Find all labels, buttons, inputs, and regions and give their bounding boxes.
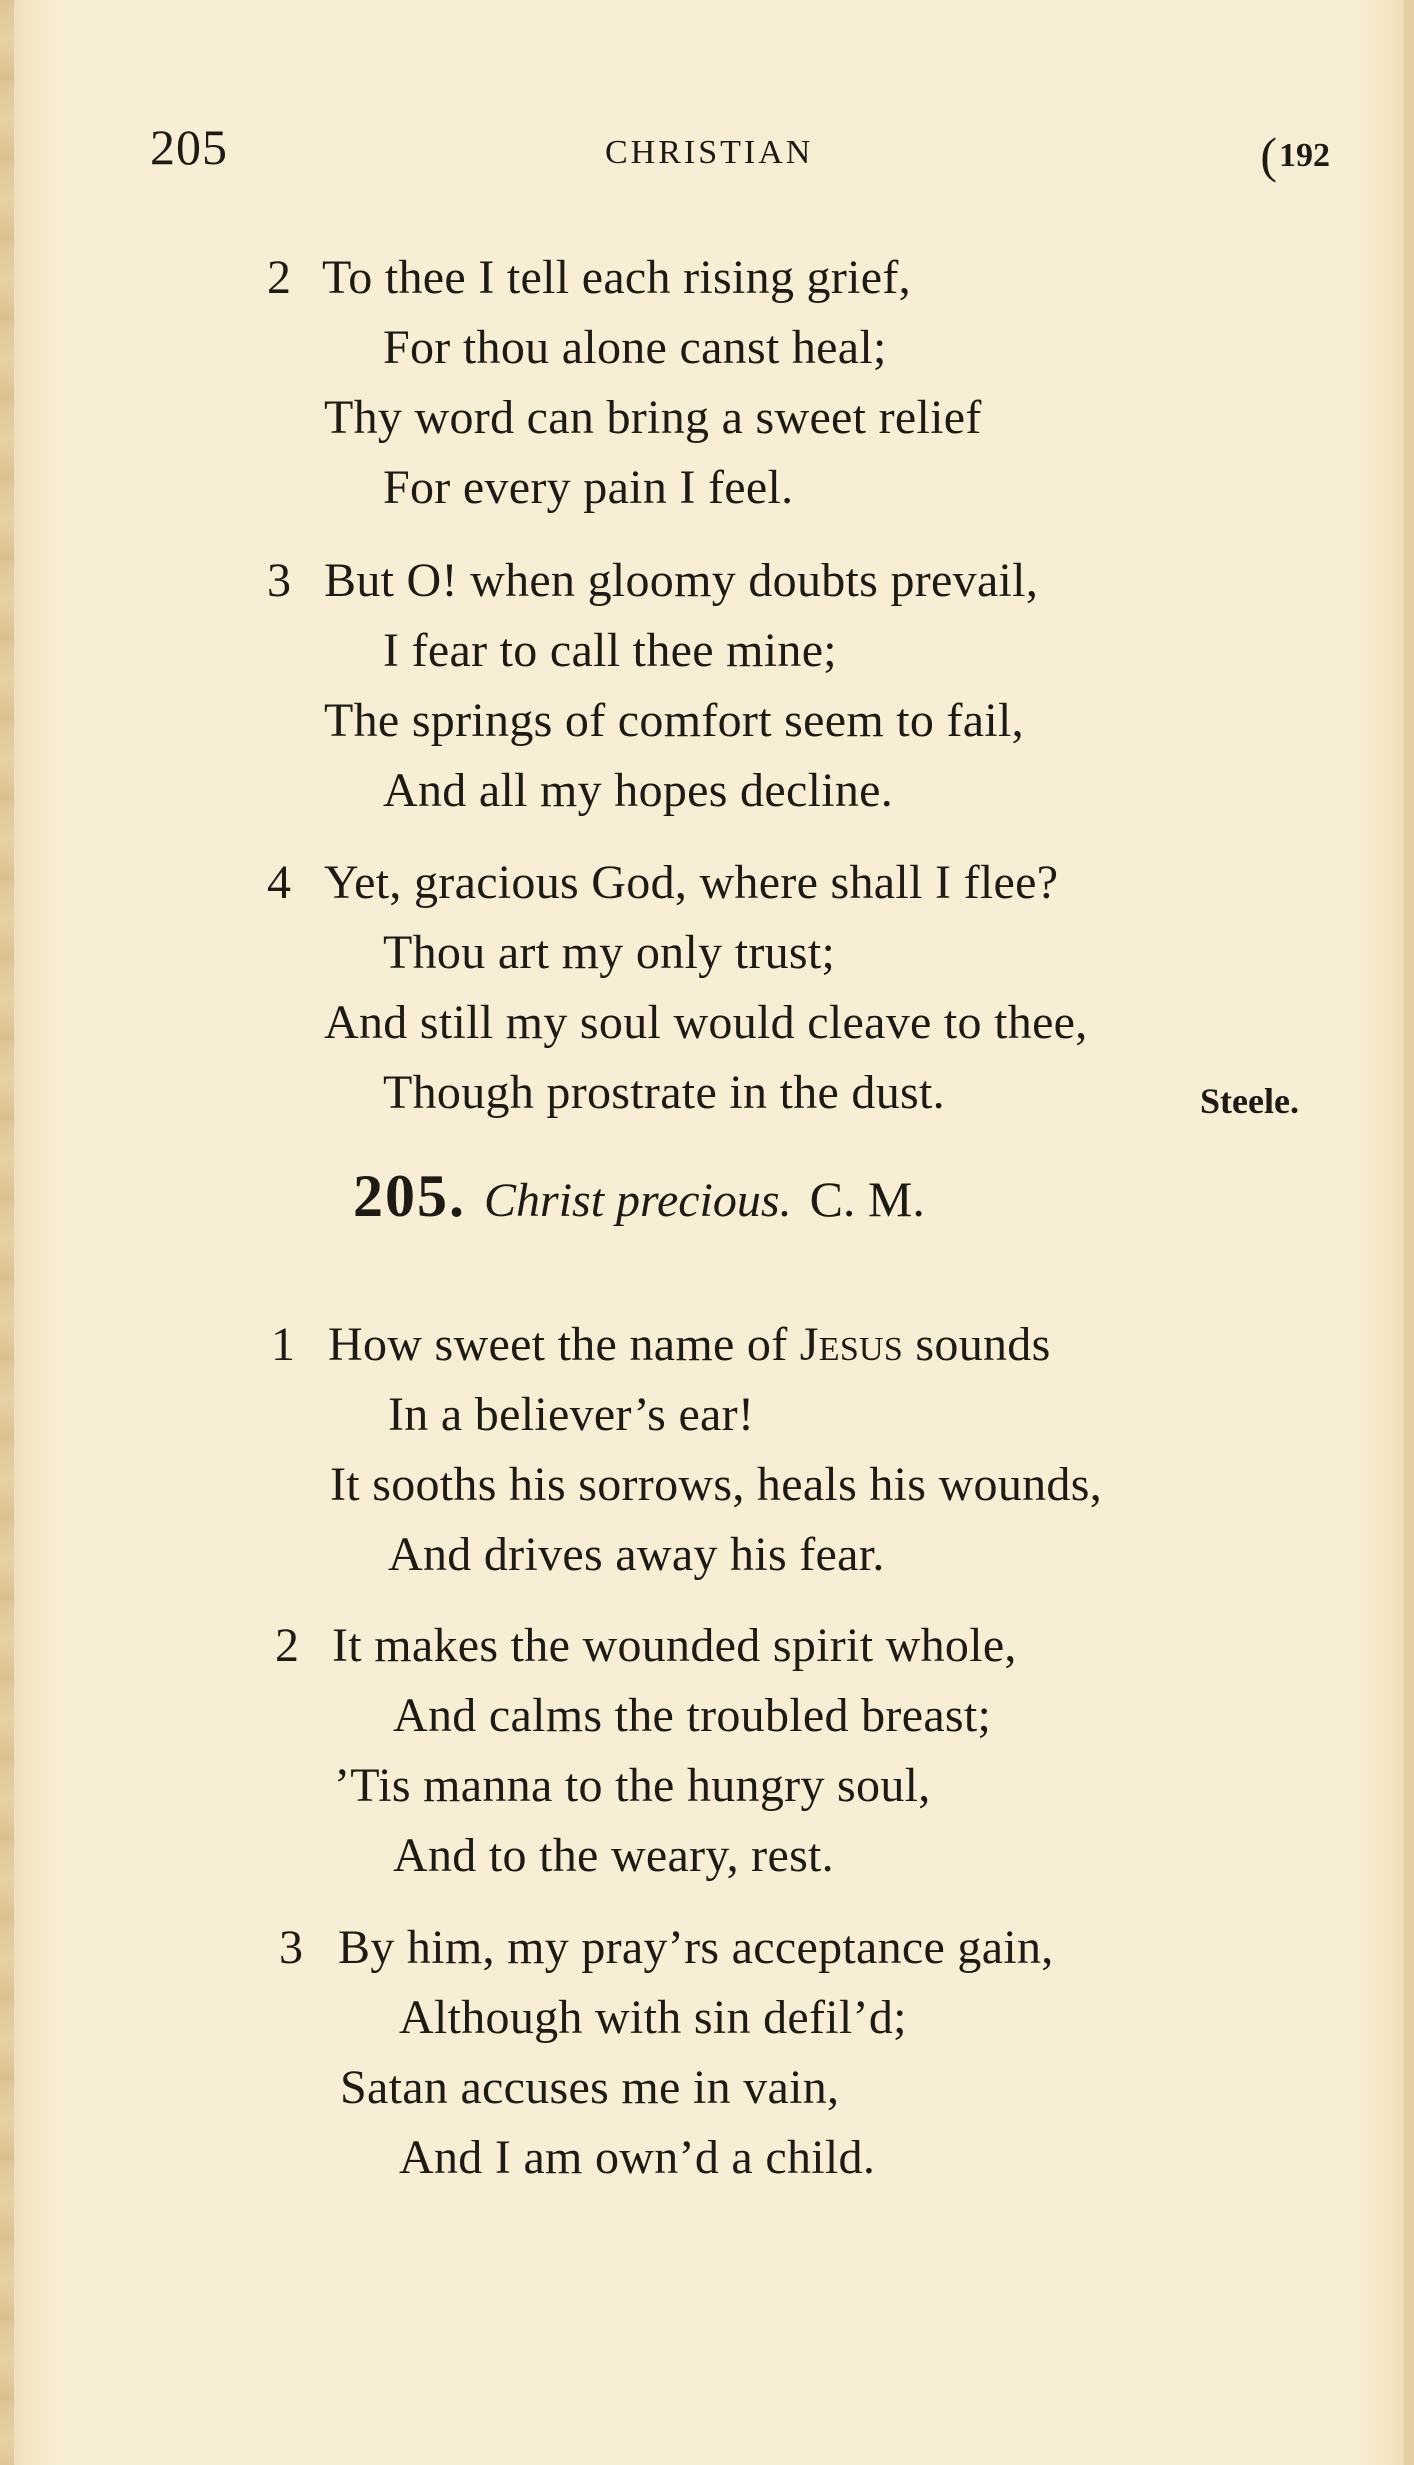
verse-line: [328, 1317, 1051, 1372]
verse-line: For thou alone canst heal;: [383, 321, 887, 374]
verse-line: Although with sin defil’d;: [399, 1991, 907, 2044]
verse-line-part: How sweet the name of: [328, 1318, 800, 1371]
verse-line-part: sounds: [903, 1318, 1051, 1371]
verse-line: Thou art my only trust;: [383, 926, 836, 979]
header-page-number-group: [1260, 126, 1330, 184]
verse-line: Satan accuses me in vain,: [340, 2061, 840, 2114]
stanza-number: 3: [279, 1921, 303, 1974]
verse-line: In a believer’s ear!: [388, 1388, 755, 1441]
running-header: [150, 118, 1330, 198]
stanza-number: 3: [267, 554, 291, 607]
hymn-title: Christ precious.: [484, 1174, 792, 1227]
verse-line: ’Tis manna to the hungry soul,: [334, 1759, 931, 1812]
verse-line: It sooths his sorrows, heals his wounds,: [330, 1458, 1103, 1511]
verse-line: To thee I tell each rising grief,: [322, 251, 911, 304]
verse-line: And I am own’d a child.: [399, 2131, 876, 2184]
stanza-number: 4: [267, 856, 291, 909]
header-hymn-number: 205: [150, 119, 228, 175]
hymn-heading: [353, 1162, 925, 1231]
book-spine-edge: [0, 0, 14, 2465]
page-right-edge: [1404, 0, 1414, 2465]
hymn-meter: C. M.: [809, 1171, 925, 1227]
header-running-title: CHRISTIAN: [605, 134, 814, 171]
divine-name: Jesus: [799, 1318, 904, 1371]
verse-line: The springs of comfort seem to fail,: [324, 694, 1024, 747]
verse-line: But O! when gloomy doubts prevail,: [324, 554, 1039, 607]
header-page-number: 192: [1279, 137, 1330, 174]
stanza-number: 2: [275, 1619, 299, 1672]
verse-line: Thy word can bring a sweet relief: [324, 391, 982, 444]
verse-line: Though prostrate in the dust.: [383, 1066, 945, 1119]
verse-line: And to the weary, rest.: [393, 1829, 834, 1882]
verse-line: And calms the troubled breast;: [393, 1689, 992, 1742]
stanza-number: 1: [271, 1318, 295, 1371]
stanza-number: 2: [267, 251, 291, 304]
verse-line: Yet, gracious God, where shall I flee?: [324, 856, 1059, 909]
verse-line: And drives away his fear.: [388, 1528, 885, 1581]
verse-line: It makes the wounded spirit whole,: [332, 1619, 1017, 1672]
hymn-number: 205.: [353, 1163, 466, 1229]
verse-line: For every pain I feel.: [383, 461, 794, 514]
verse-line: By him, my pray’rs acceptance gain,: [338, 1921, 1054, 1974]
verse-line: And still my soul would cleave to thee,: [324, 996, 1088, 1049]
header-page-paren: (: [1260, 127, 1277, 183]
verse-line: And all my hopes decline.: [383, 764, 894, 817]
author-attribution: Steele.: [1200, 1081, 1299, 1121]
verse-line: I fear to call thee mine;: [383, 624, 837, 677]
